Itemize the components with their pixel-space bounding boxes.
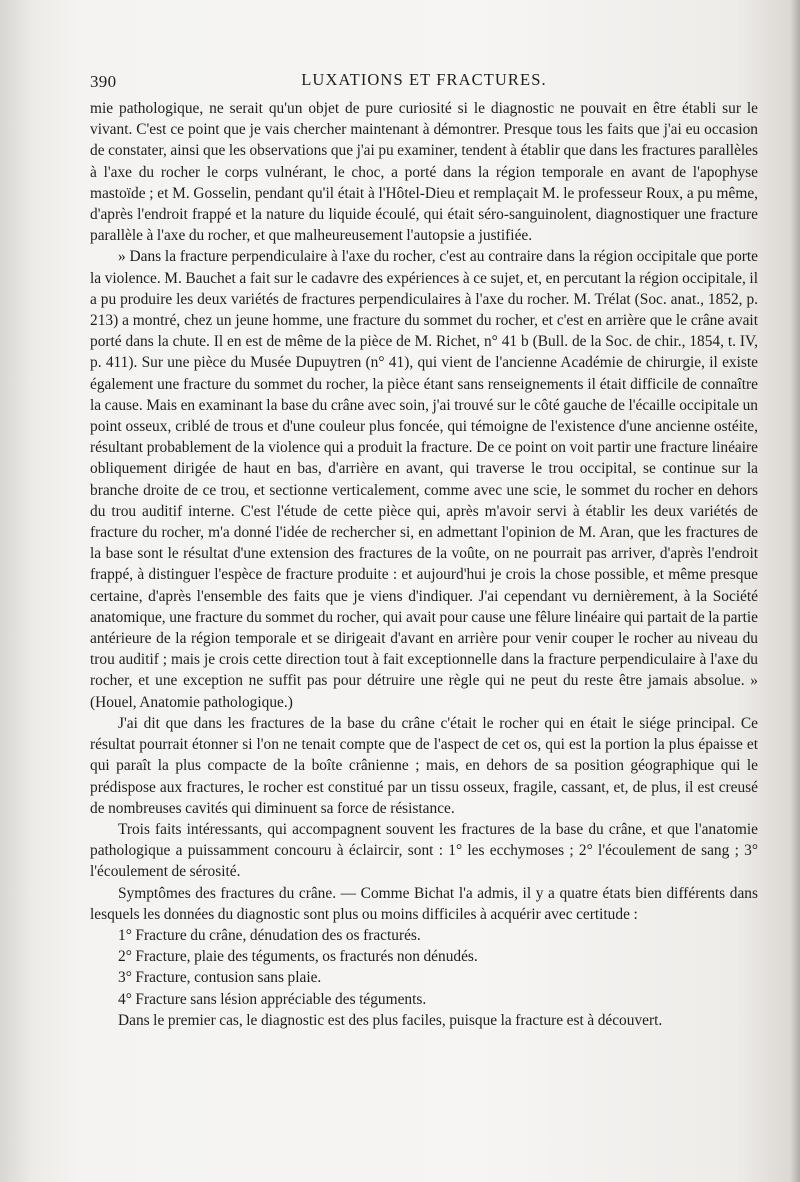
page-number: 390 bbox=[90, 72, 117, 91]
list-item: 1° Fracture du crâne, dénudation des os fracturés. bbox=[118, 926, 421, 944]
paragraph-quote: » Dans la fracture perpendiculaire à l'axe du rocher, c'est au contraire dans la région occipitale que porte la violence. M. Bauchet a fait sur le cadavre des expériences à ce sujet, et, en percutant la région occipitale, il a pu produire les deux variétés de fractures perpendiculaires à l'axe du rocher. M. Trélat (Soc. anat., 1852, p. 213) a montré, chez un jeune homme, une fracture du sommet du rocher, et c'est en arrière que le crâne avait porté dans la chute. Il en est de même de la pièce de M. Richet, n° 41 b (Bull. de la Soc. de chir., 1854, t. IV, p. 411). Sur une pièce du Musée Dupuytren (n° 41), qui vient de l'ancienne Académie de chirurgie, il existe également une fracture du sommet du rocher, la pièce étant sans renseignements il était difficile de connaître la cause. Mais en examinant la base du crâne avec soin, j'ai trouvé sur le côté gauche de l'écaille occipitale un point osseux, criblé de trous et d'une couleur plus foncée, qui témoigne de l'existence d'une ancienne ostéite, résultant probablement de la violence qui a produit la fracture. De ce point on voit partir une fracture linéaire obliquement dirigée de haut en bas, d'arrière en avant, qui traverse le trou occipital, se continue sur la branche droite de ce trou, et sectionne verticalement, comme avec une scie, le sommet du rocher en dehors du trou auditif interne. C'est l'étude de cette pièce qui, après m'avoir servi à établir les deux variétés de fracture du rocher, m'a donné l'idée de rechercher si, en admettant l'opinion de M. Aran, que les fractures de la base sont le résultat d'une extension des fractures de la voûte, on ne pourrait pas arriver, d'après l'endroit frappé, à distinguer l'espèce de fracture produite : et aujourd'hui je crois la chose possible, et même presque certaine, d'après l'ensemble des faits que je viens d'indiquer. J'ai cependant vu dernièrement, à la Société anatomique, une fracture du sommet du rocher, qui avait pour cause une fêlure linéaire qui partait de la partie antérieure de la région temporale et se dirigeait d'avant en arrière pour venir couper le rocher au niveau du trou auditif ; mais je crois cette direction tout à fait exceptionnelle dans la fracture perpendiculaire à l'axe du rocher, et une exception ne suffit pas pour détruire une règle qui ne peut du reste être jamais absolue. » (Houel, Anatomie pathologique.) bbox=[90, 248, 758, 711]
list-item: 3° Fracture, contusion sans plaie. bbox=[118, 969, 322, 987]
running-title: LUXATIONS ET FRACTURES. bbox=[301, 70, 547, 89]
list-item: 2° Fracture, plaie des téguments, os fracturés non dénudés. bbox=[118, 948, 478, 966]
page-header bbox=[90, 68, 758, 94]
list-item: 4° Fracture sans lésion appréciable des téguments. bbox=[118, 990, 427, 1008]
page-body bbox=[90, 98, 758, 1031]
paragraph-continuation: mie pathologique, ne serait qu'un objet de pure curiosité si le diagnostic ne pouvait en être établi sur le vivant. C'est ce point que je vais chercher maintenant à démontrer. Presque tous les faits que j'ai eu occasion de constater, ainsi que les observations que j'ai pu examiner, tendent à établir que dans les fractures parallèles à l'axe du rocher le corps vulnérant, le choc, a porté dans la région temporale en avant de l'apophyse mastoïde ; et M. Gosselin, pendant qu'il était à l'Hôtel-Dieu et remplaçait M. le professeur Roux, a pu même, d'après l'endroit frappé et la nature du liquide écoulé, qui était séro-sanguinolent, diagnostiquer une fracture parallèle à l'axe du rocher, et que malheureusement l'autopsie a justifiée. bbox=[90, 100, 758, 245]
paragraph-symptoms: Symptômes des fractures du crâne. — Comme Bichat l'a admis, il y a quatre états bien différents dans lesquels les données du diagnostic sont plus ou moins difficiles à acquérir avec certitude : bbox=[90, 884, 758, 923]
paragraph-three-facts: Trois faits intéressants, qui accompagnent souvent les fractures de la base du crâne, et que l'anatomie pathologique a puissamment concouru à éclaircir, sont : 1° les ecchymoses ; 2° l'écoulement de sang ; 3° l'écoulement de sérosité. bbox=[90, 820, 758, 881]
page-edge-shadow bbox=[790, 0, 800, 1182]
paragraph-rocher: J'ai dit que dans les fractures de la base du crâne c'était le rocher qui en était le siége principal. Ce résultat pourrait étonner si l'on ne tenait compte que de l'aspect de cet os, qui est la portion la plus épaisse et qui paraît la plus compacte de la boîte crânienne ; mais, en dehors de sa position géographique qui le prédispose aux fractures, le rocher est constitué par un tissu osseux, fragile, cassant, et, de plus, il est creusé de nombreuses cavités qui diminuent sa force de résistance. bbox=[90, 714, 758, 817]
paragraph-closing: Dans le premier cas, le diagnostic est des plus faciles, puisque la fracture est à découvert. bbox=[118, 1011, 663, 1029]
